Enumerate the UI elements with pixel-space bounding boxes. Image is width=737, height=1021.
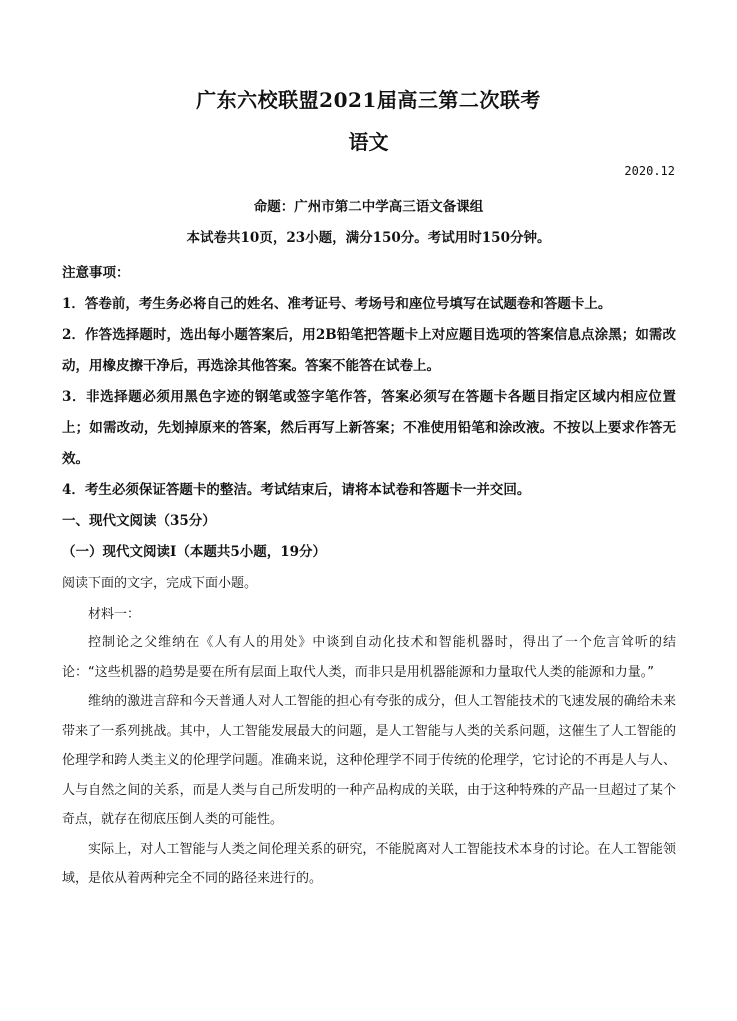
- exam-date: 2020.12: [624, 164, 675, 178]
- notice-item-3: 3．非选择题必须用黑色字迹的钢笔或签字笔作答，答案必须写在答题卡各题目指定区域内相应位置上；如需改动，先划掉原来的答案，然后再写上新答案；不准使用铅笔和涂改液。不按以上要求作答无效。: [62, 389, 676, 467]
- notice-item-2: 2．作答选择题时，选出每小题答案后，用2B铅笔把答题卡上对应题目选项的答案信息点涂黑；如需改动，用橡皮擦干净后，再选涂其他答案。答案不能答在试卷上。: [62, 327, 676, 374]
- reading-instruction: 阅读下面的文字，完成下面小题。: [62, 576, 258, 591]
- passage-paragraph-2: 维纳的激进言辞和今天普通人对人工智能的担心有夸张的成分，但人工智能技术的飞速发展的确给未来带来了一系列挑战。其中，人工智能发展最大的问题，是人工智能与人类的关系问题，这催生了人工智能的伦理学和跨人类主义的伦理学问题。准确来说，这种伦理学不同于传统的伦理学，它讨论的不再是人与人、人与自然之间的关系，而是人类与自己所发明的一种产品构成的关联，由于这种特殊的产品一旦超过了某个奇点，就存在彻底压倒人类的可能性。: [62, 694, 676, 827]
- notice-item-1: 1．答卷前，考生务必将自己的姓名、准考证号、考场号和座位号填写在试题卷和答题卡上。: [62, 296, 612, 312]
- notice-item-4: 4．考生必须保证答题卡的整洁。考试结束后，请将本试卷和答题卡一并交回。: [62, 482, 531, 498]
- notice-label: 注意事项：: [62, 265, 130, 281]
- section-heading: 一、现代文阅读（35分）: [62, 513, 216, 529]
- subject-title: 语文: [348, 130, 389, 154]
- subsection-heading: （一）现代文阅读Ⅰ（本题共5小题，19分）: [62, 544, 326, 560]
- exam-info-line: 本试卷共10页，23小题，满分150分。考试用时150分钟。: [186, 230, 551, 246]
- passage-paragraph-1: 控制论之父维纳在《人有人的用处》中谈到自动化技术和智能机器时，得出了一个危言耸听的结论：“这些机器的趋势是要在所有层面上取代人类，而非只是用机器能源和力量取代人类的能源和力量。”: [62, 635, 676, 680]
- author-line: 命题：广州市第二中学高三语文备课组: [253, 199, 484, 215]
- material-label: 材料一：: [88, 607, 141, 622]
- notice-list: [62, 289, 676, 506]
- passage-body: [62, 628, 676, 894]
- exam-title: 广东六校联盟2021届高三第二次联考: [196, 88, 541, 112]
- passage-paragraph-3: 实际上，对人工智能与人类之间伦理关系的研究，不能脱离对人工智能技术本身的讨论。在人工智能领域，是依从着两种完全不同的路径来进行的。: [62, 841, 676, 886]
